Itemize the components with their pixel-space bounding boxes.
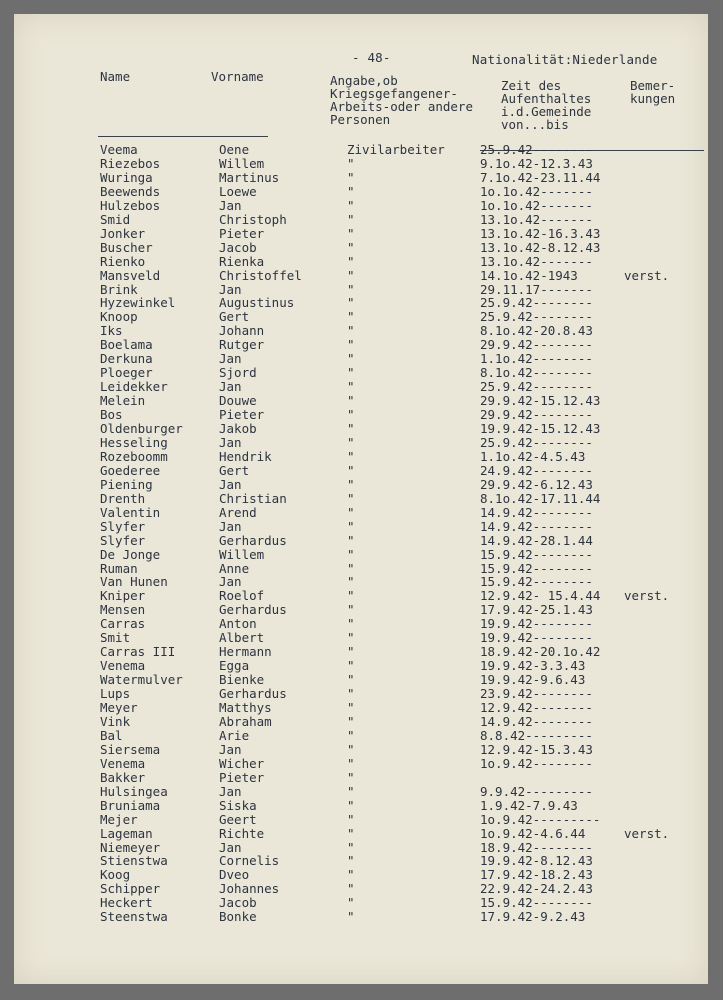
row-period: 13.1o.42-------: [480, 211, 593, 227]
row-name: Wuringa: [100, 169, 153, 185]
table-row: [14, 841, 708, 855]
row-first-name: Arend: [219, 504, 257, 520]
row-period: 17.9.42-9.2.43: [480, 909, 586, 925]
table-row: [14, 422, 708, 436]
row-first-name: Douwe: [219, 393, 257, 409]
row-type: ": [347, 421, 355, 436]
table-row: [14, 589, 708, 603]
row-name: Beewends: [100, 183, 161, 199]
row-first-name: Sjord: [219, 365, 257, 381]
row-type: ": [347, 379, 355, 395]
nationality-label: Nationalität:Niederlande: [472, 52, 658, 67]
row-period: 1o.9.42--------: [480, 755, 593, 771]
table-row: [14, 157, 708, 171]
row-name: Lups: [100, 686, 131, 702]
row-first-name: Egga: [219, 658, 250, 674]
row-name: Slyfer: [100, 518, 146, 534]
row-first-name: Jacob: [219, 895, 257, 911]
table-row: [14, 562, 708, 576]
header-rule-left: [98, 136, 268, 137]
table-row: [14, 450, 708, 464]
row-name: Smit: [100, 630, 131, 646]
row-period: 25.9.42--------: [480, 434, 593, 450]
row-type: ": [347, 658, 355, 674]
row-period: 19.9.42-8.12.43: [480, 853, 593, 869]
row-name: Jonker: [100, 225, 146, 241]
row-name: Brink: [100, 281, 138, 297]
row-period: 12.9.42--------: [480, 700, 593, 715]
row-period: 18.9.42--------: [480, 839, 593, 855]
row-period: 14.9.42--------: [480, 518, 593, 534]
row-name: Carras III: [100, 644, 176, 660]
row-name: Mansveld: [100, 267, 161, 283]
row-name: Carras: [100, 616, 146, 632]
row-type: ": [347, 281, 355, 297]
row-type: ": [347, 393, 355, 409]
row-first-name: Johannes: [219, 881, 280, 897]
row-type: ": [347, 253, 355, 269]
table-row: [14, 575, 708, 589]
row-first-name: Jan: [219, 434, 242, 450]
table-row: [14, 729, 708, 743]
row-period: 1o.1o.42-------: [480, 183, 593, 199]
table-row: [14, 548, 708, 562]
row-type: ": [347, 713, 355, 729]
row-type: ": [347, 825, 355, 841]
row-first-name: Martinus: [219, 169, 280, 185]
row-name: Kniper: [100, 588, 146, 604]
header-first-name: Vorname: [211, 69, 264, 84]
table-row: [14, 241, 708, 255]
row-type: Zivilarbeiter: [347, 142, 445, 157]
row-name: Hyzewinkel: [100, 295, 176, 311]
table-row: [14, 227, 708, 241]
row-first-name: Jacob: [219, 239, 257, 255]
row-first-name: Gert: [219, 309, 250, 325]
row-period: 19.9.42--------: [480, 630, 593, 646]
table-row: [14, 631, 708, 645]
row-type: ": [347, 518, 355, 534]
row-period: 1.1o.42--------: [480, 351, 593, 367]
row-first-name: Loewe: [219, 183, 257, 199]
row-first-name: Rutger: [219, 337, 265, 353]
row-first-name: Jan: [219, 783, 242, 799]
table-row: [14, 701, 708, 715]
row-first-name: Augustinus: [219, 295, 295, 311]
row-type: ": [347, 462, 355, 478]
table-row: [14, 296, 708, 310]
row-name: Van Hunen: [100, 574, 168, 590]
table-row: [14, 352, 708, 366]
row-period: 15.9.42--------: [480, 574, 593, 590]
table-row: [14, 854, 708, 868]
row-period: 1.9.42-7.9.43: [480, 797, 578, 813]
row-type: ": [347, 434, 355, 450]
row-first-name: Gert: [219, 462, 250, 478]
row-period: 14.9.42--------: [480, 713, 593, 729]
row-period: 22.9.42-24.2.43: [480, 881, 593, 897]
row-period: 8.1o.42-17.11.44: [480, 490, 601, 506]
row-period: 24.9.42--------: [480, 462, 593, 478]
row-first-name: Siska: [219, 797, 257, 813]
row-period: 13.1o.42-------: [480, 253, 593, 269]
row-first-name: Jan: [219, 518, 242, 534]
row-type: ": [347, 337, 355, 353]
row-first-name: Anton: [219, 616, 257, 632]
row-type: ": [347, 504, 355, 520]
table-row: [14, 715, 708, 729]
row-name: Steenstwa: [100, 909, 168, 925]
row-type: ": [347, 407, 355, 423]
table-row: [14, 380, 708, 394]
table-row: [14, 338, 708, 352]
row-period: 13.1o.42-16.3.43: [480, 225, 601, 241]
row-first-name: Jan: [219, 379, 242, 395]
row-remark: verst.: [624, 588, 670, 604]
row-period: 15.9.42--------: [480, 546, 593, 562]
row-type: ": [347, 853, 355, 869]
row-name: Slyfer: [100, 532, 146, 548]
row-first-name: Gerhardus: [219, 686, 287, 702]
table-row: [14, 673, 708, 687]
row-type: ": [347, 644, 355, 660]
row-type: ": [347, 183, 355, 199]
row-name: Rienko: [100, 253, 146, 269]
row-period: 25.9.42--------: [480, 379, 593, 395]
row-type: ": [347, 155, 355, 171]
table-row: [14, 743, 708, 757]
table-row: [14, 896, 708, 910]
table-row: [14, 785, 708, 799]
row-period: 15.9.42--------: [480, 895, 593, 911]
header-type: Angabe,ob Kriegsgefangener- Arbeits-oder andere Personen: [330, 73, 473, 127]
header-name: Name: [100, 69, 131, 84]
row-type: ": [347, 783, 355, 799]
row-period: 7.1o.42-23.11.44: [480, 169, 601, 185]
table-row: [14, 185, 708, 199]
row-period: 18.9.42-20.1o.42: [480, 644, 601, 660]
table-row: [14, 366, 708, 380]
table-row: [14, 213, 708, 227]
row-period: 29.9.42-15.12.43: [480, 393, 601, 409]
table-row: [14, 757, 708, 771]
table-row: [14, 310, 708, 324]
table-row: [14, 171, 708, 185]
table-row: [14, 771, 708, 785]
row-first-name: Jan: [219, 197, 242, 213]
row-name: Lageman: [100, 825, 153, 841]
table-row: [14, 910, 708, 924]
row-name: Smid: [100, 211, 131, 227]
row-first-name: Abraham: [219, 713, 272, 729]
table-row: [14, 283, 708, 297]
row-name: Bos: [100, 407, 123, 423]
row-type: ": [347, 797, 355, 813]
row-name: Ruman: [100, 560, 138, 576]
row-period: 12.9.42- 15.4.44: [480, 588, 601, 604]
row-first-name: Jan: [219, 574, 242, 590]
row-name: Buscher: [100, 239, 153, 255]
row-first-name: Gerhardus: [219, 532, 287, 548]
row-type: ": [347, 351, 355, 367]
table-row: [14, 478, 708, 492]
row-type: ": [347, 365, 355, 381]
row-first-name: Johann: [219, 323, 265, 339]
table-row: [14, 659, 708, 673]
row-name: Valentin: [100, 504, 161, 520]
row-period: 25.9.42--------: [480, 295, 593, 311]
row-period: 9.1o.42-12.3.43: [480, 155, 593, 171]
row-type: ": [347, 532, 355, 548]
table-row: [14, 436, 708, 450]
row-period: 15.9.42--------: [480, 560, 593, 576]
row-type: ": [347, 588, 355, 604]
table-row: [14, 143, 708, 157]
row-first-name: Jan: [219, 741, 242, 757]
row-period: 19.9.42-9.6.43: [480, 672, 586, 688]
row-name: Riezebos: [100, 155, 161, 171]
row-period: 19.9.42--------: [480, 616, 593, 632]
row-type: ": [347, 490, 355, 506]
row-type: ": [347, 225, 355, 241]
row-type: ": [347, 741, 355, 757]
row-first-name: Roelof: [219, 588, 265, 604]
row-name: Boelama: [100, 337, 153, 353]
table-row: [14, 868, 708, 882]
table-row: [14, 269, 708, 283]
table-row: [14, 687, 708, 701]
row-name: Derkuna: [100, 351, 153, 367]
row-period: 1o.9.42---------: [480, 811, 601, 827]
table-row: [14, 464, 708, 478]
row-type: ": [347, 602, 355, 618]
table-row: [14, 394, 708, 408]
row-first-name: Arie: [219, 727, 250, 743]
table-row: [14, 408, 708, 422]
row-name: Piening: [100, 476, 153, 492]
table-row: [14, 799, 708, 813]
row-first-name: Pieter: [219, 407, 265, 423]
row-name: Bal: [100, 727, 123, 743]
row-first-name: Dveo: [219, 867, 250, 883]
row-name: Melein: [100, 393, 146, 409]
row-period: 17.9.42-25.1.43: [480, 602, 593, 618]
row-name: Siersema: [100, 741, 161, 757]
table-row: [14, 603, 708, 617]
row-name: Iks: [100, 323, 123, 339]
row-period: 8.8.42---------: [480, 727, 593, 743]
row-period: 14.9.42-28.1.44: [480, 532, 593, 548]
row-name: Mensen: [100, 602, 146, 618]
row-name: Drenth: [100, 490, 146, 506]
row-first-name: Willem: [219, 155, 265, 171]
table-row: [14, 199, 708, 213]
row-type: ": [347, 239, 355, 255]
row-first-name: Rienka: [219, 253, 265, 269]
row-type: ": [347, 197, 355, 213]
row-name: Leidekker: [100, 379, 168, 395]
row-type: ": [347, 267, 355, 283]
table-row: [14, 506, 708, 520]
table-row: [14, 255, 708, 269]
row-first-name: Pieter: [219, 769, 265, 785]
row-first-name: Wicher: [219, 755, 265, 771]
row-first-name: Gerhardus: [219, 602, 287, 618]
row-name: Watermulver: [100, 672, 183, 688]
row-period: 9.9.42---------: [480, 783, 593, 799]
table-row: [14, 520, 708, 534]
row-type: ": [347, 476, 355, 492]
row-type: ": [347, 616, 355, 632]
row-period: 25.9.42--------: [480, 309, 593, 325]
row-first-name: Jan: [219, 476, 242, 492]
row-period: 14.1o.42-1943: [480, 267, 578, 283]
row-type: ": [347, 811, 355, 827]
row-period: 23.9.42--------: [480, 686, 593, 702]
header-remarks: Bemer- kungen: [630, 78, 676, 106]
row-type: ": [347, 755, 355, 771]
table-row: [14, 324, 708, 338]
row-first-name: Jakob: [219, 421, 257, 436]
row-name: Veema: [100, 142, 138, 157]
row-name: Goederee: [100, 462, 161, 478]
row-first-name: Anne: [219, 560, 250, 576]
row-name: Bakker: [100, 769, 146, 785]
row-type: ": [347, 839, 355, 855]
row-name: Bruniama: [100, 797, 161, 813]
row-name: Niemeyer: [100, 839, 161, 855]
row-name: De Jonge: [100, 546, 161, 562]
row-first-name: Bienke: [219, 672, 265, 688]
row-first-name: Christoffel: [219, 267, 302, 283]
row-first-name: Pieter: [219, 225, 265, 241]
row-type: ": [347, 727, 355, 743]
row-type: ": [347, 295, 355, 311]
row-period: 1o.9.42-4.6.44: [480, 825, 586, 841]
row-period: 29.9.42-6.12.43: [480, 476, 593, 492]
row-first-name: Oene: [219, 142, 250, 157]
row-type: ": [347, 169, 355, 185]
row-name: Hulsingea: [100, 783, 168, 799]
row-period: 19.9.42-3.3.43: [480, 658, 586, 674]
row-name: Koog: [100, 867, 131, 883]
row-type: ": [347, 686, 355, 702]
row-first-name: Hermann: [219, 644, 272, 660]
row-first-name: Albert: [219, 630, 265, 646]
row-name: Oldenburger: [100, 421, 183, 436]
row-name: Mejer: [100, 811, 138, 827]
table-row: [14, 534, 708, 548]
row-period: 29.9.42--------: [480, 337, 593, 353]
row-period: 1o.1o.42-------: [480, 197, 593, 213]
row-first-name: Christoph: [219, 211, 287, 227]
document-page: [14, 14, 708, 984]
row-type: ": [347, 323, 355, 339]
row-remark: verst.: [624, 825, 670, 841]
row-remark: verst.: [624, 267, 670, 283]
row-first-name: Cornelis: [219, 853, 280, 869]
row-name: Venema: [100, 755, 146, 771]
row-first-name: Jan: [219, 281, 242, 297]
row-first-name: Bonke: [219, 909, 257, 925]
row-name: Heckert: [100, 895, 153, 911]
row-type: ": [347, 700, 355, 715]
row-first-name: Christian: [219, 490, 287, 506]
row-type: ": [347, 881, 355, 897]
row-period: 29.11.17-------: [480, 281, 593, 297]
row-first-name: Matthys: [219, 700, 272, 715]
row-type: ": [347, 895, 355, 911]
table-row: [14, 827, 708, 841]
row-type: ": [347, 309, 355, 325]
row-period: 8.1o.42-20.8.43: [480, 323, 593, 339]
row-type: ": [347, 574, 355, 590]
row-type: ": [347, 769, 355, 785]
row-name: Schipper: [100, 881, 161, 897]
row-name: Vink: [100, 713, 131, 729]
row-first-name: Jan: [219, 839, 242, 855]
row-type: ": [347, 448, 355, 464]
header-period: Zeit des Aufenthaltes i.d.Gemeinde von...bis: [501, 78, 592, 132]
table-row: [14, 645, 708, 659]
table-row: [14, 813, 708, 827]
row-first-name: Geert: [219, 811, 257, 827]
row-first-name: Jan: [219, 351, 242, 367]
row-period: 13.1o.42-8.12.43: [480, 239, 601, 255]
table-row: [14, 492, 708, 506]
page-number: - 48-: [352, 50, 391, 65]
row-first-name: Hendrik: [219, 448, 272, 464]
row-name: Meyer: [100, 700, 138, 715]
row-period: 17.9.42-18.2.43: [480, 867, 593, 883]
table-row: [14, 882, 708, 896]
row-first-name: Willem: [219, 546, 265, 562]
row-name: Ploeger: [100, 365, 153, 381]
row-period: 1.1o.42-4.5.43: [480, 448, 586, 464]
row-period: 19.9.42-15.12.43: [480, 421, 601, 436]
row-period: 8.1o.42--------: [480, 365, 593, 381]
row-type: ": [347, 211, 355, 227]
row-type: ": [347, 560, 355, 576]
row-name: Hulzebos: [100, 197, 161, 213]
row-type: ": [347, 546, 355, 562]
row-period: 29.9.42--------: [480, 407, 593, 423]
row-type: ": [347, 909, 355, 925]
row-name: Rozeboomm: [100, 448, 168, 464]
row-name: Hesseling: [100, 434, 168, 450]
row-period: 25.9.42--------: [480, 142, 593, 157]
table-row: [14, 617, 708, 631]
row-period: 14.9.42--------: [480, 504, 593, 520]
row-name: Knoop: [100, 309, 138, 325]
row-type: ": [347, 630, 355, 646]
row-name: Venema: [100, 658, 146, 674]
row-first-name: Richte: [219, 825, 265, 841]
row-period: 12.9.42-15.3.43: [480, 741, 593, 757]
row-type: ": [347, 672, 355, 688]
row-type: ": [347, 867, 355, 883]
row-name: Stienstwa: [100, 853, 168, 869]
